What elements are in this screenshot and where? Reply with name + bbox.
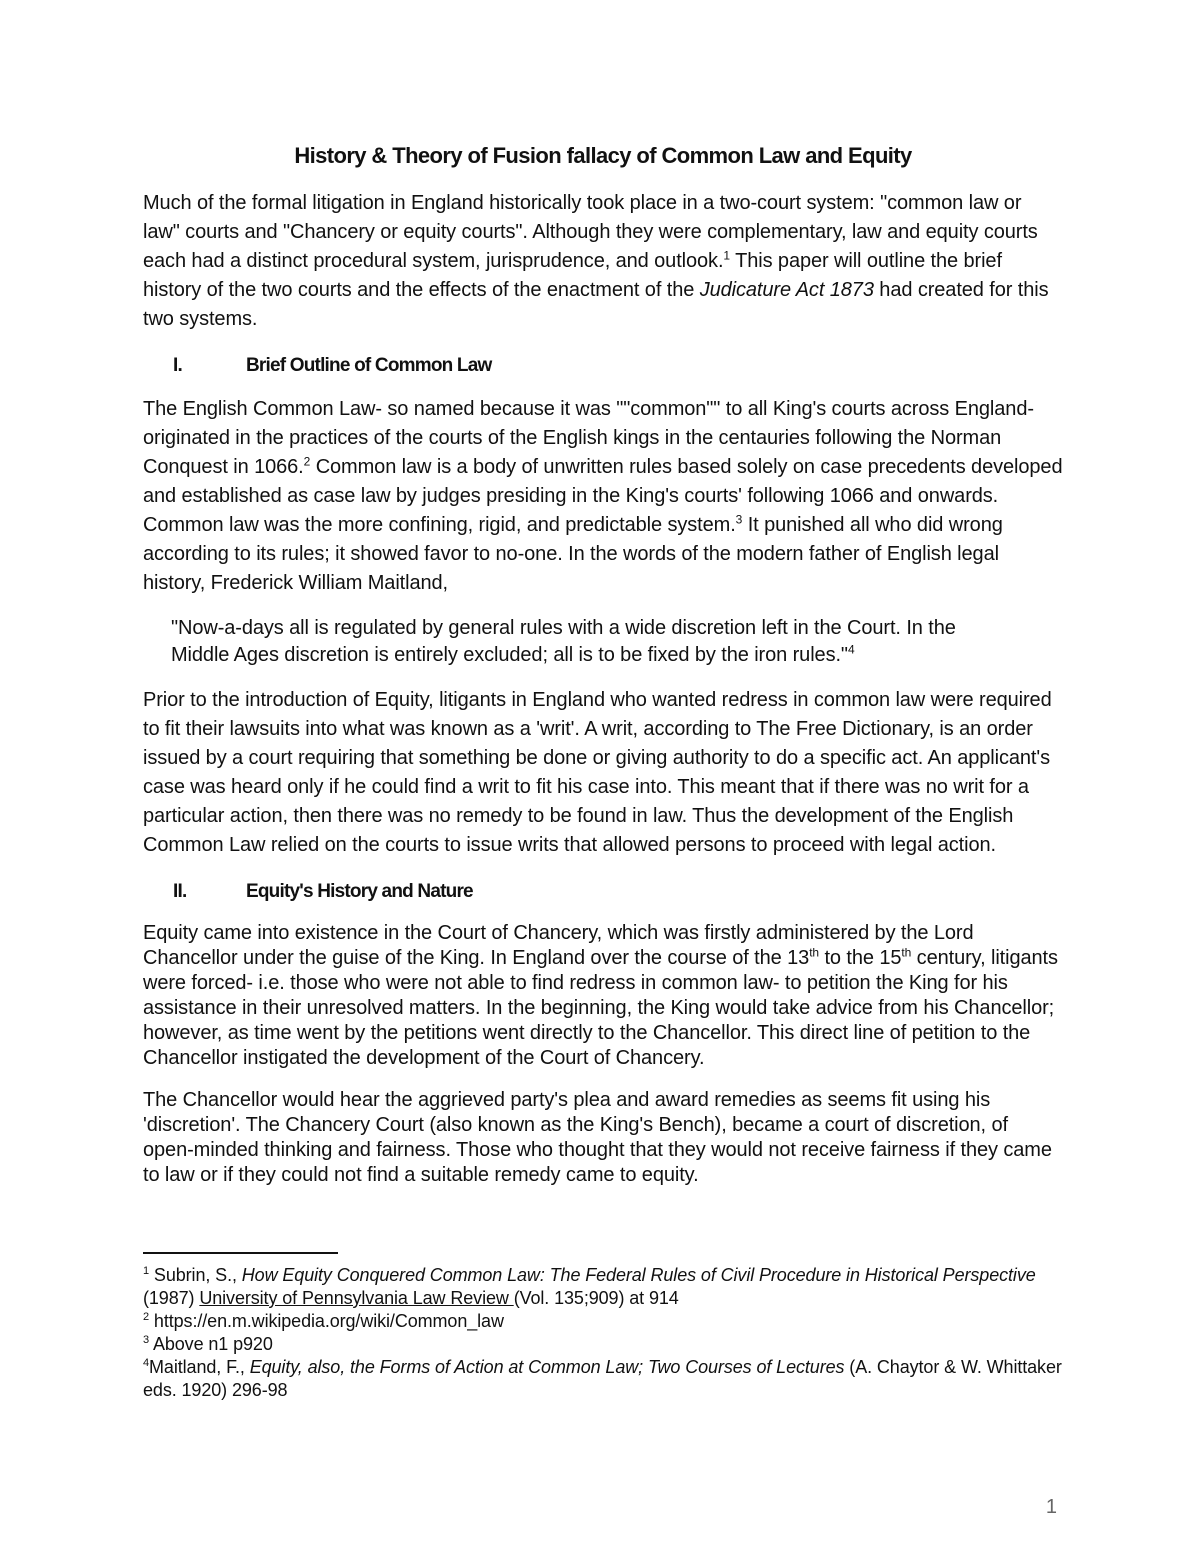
footnote-4-title: Equity, also, the Forms of Action at Common Law; Two Courses of Lectures (249, 1357, 845, 1377)
footnote-number-4: 4 (143, 1357, 150, 1369)
superscript-th-1: th (809, 945, 819, 960)
footnote-ref-1[interactable]: 1 (723, 248, 730, 263)
section-heading-1 (143, 351, 1063, 381)
intro-text-2: This paper will outline the brief history of the two courts and the effects of the enactment of the (143, 250, 1002, 301)
document-body (143, 140, 1063, 1188)
section-heading-2 (143, 877, 1063, 907)
footnote-2 (143, 1310, 1063, 1333)
intro-paragraph (143, 189, 1063, 334)
footnote-1-author: Subrin, S., (149, 1265, 242, 1285)
section-title-1: Brief Outline of Common Law (246, 355, 492, 376)
equity-text-2: to the 15 (819, 947, 902, 969)
footnote-ref-3[interactable]: 3 (735, 512, 743, 527)
equity-text-3: century, litigants were forced- i.e. those who were not able to find redress in common law- to petition the King for his assistance in their unresolved matters. In the beginning, the King would take advice from his Chancellor; however, as time went by the petitions went directly to the Chancellor. This direct line of petition to the Chancellor instigated the development of the Court of Chancery. (143, 947, 1058, 1069)
judicature-act: Judicature Act 1873 (699, 279, 874, 301)
footnote-4 (143, 1356, 1063, 1402)
footnote-number-1: 1 (143, 1265, 150, 1277)
footnote-1-year: (1987) (143, 1288, 200, 1308)
footnote-1-volume: (Vol. 135;909) at 914 (513, 1288, 679, 1308)
footnote-ref-2[interactable]: 2 (303, 454, 311, 469)
maitland-quote (143, 615, 1063, 669)
superscript-th-2: th (901, 945, 912, 960)
common-law-text-1: The English Common Law- so named because it was ""common"" to all King's courts across England- originated in the practices of the courts of the English kings in the centauries following the Norman Conquest in 1066. (143, 398, 1034, 478)
page-number: 1 (1045, 1496, 1057, 1518)
footnote-1-title: How Equity Conquered Common Law: The Federal Rules of Civil Procedure in Historical Perspective (241, 1265, 1036, 1285)
common-law-text-3: It punished all who did wrong according to its rules; it showed favor to no-one. In the words of the modern father of English legal history, Frederick William Maitland, (143, 514, 1003, 594)
footnote-number-2: 2 (143, 1311, 150, 1323)
section-number-1: I. (173, 355, 182, 376)
equity-text-1: Equity came into existence in the Court of Chancery, which was firstly administered by the Lord Chancellor under the guise of the King. In England over the course of the 13 (143, 922, 974, 969)
footnote-divider (143, 1252, 338, 1254)
footnote-ref-4[interactable]: 4 (847, 642, 855, 657)
section-title-2: Equity's History and Nature (246, 881, 473, 902)
footnote-1-journal: University of Pennsylvania Law Review (199, 1288, 514, 1308)
writ-paragraph: Prior to the introduction of Equity, litigants in England who wanted redress in common law were required to fit their lawsuits into what was known as a 'writ'. A writ, according to The Free Dictionary, is an order issued by a court requiring that something be done or giving authority to do a specific act. An applicant's case was heard only if he could find a writ to fit his case into. This meant that if there was no writ for a particular action, then there was no remedy to be found in law. Thus the development of the English Common Law relied on the courts to issue writs that allowed persons to proceed with legal action. (143, 689, 1052, 856)
footnote-3 (143, 1333, 1063, 1356)
intro-text-3: had created for this two systems. (143, 279, 1049, 330)
section-number-2: II. (173, 881, 187, 902)
common-law-paragraph (143, 395, 1063, 598)
footnote-3-text: Above n1 p920 (149, 1334, 273, 1354)
equity-paragraph (143, 921, 1063, 1071)
footnote-4-details: (A. Chaytor & W. Whittaker eds. 1920) 296-98 (143, 1357, 1062, 1400)
footnote-4-author: Maitland, F., (149, 1357, 250, 1377)
footnote-2-link[interactable]: https://en.m.wikipedia.org/wiki/Common_law (149, 1311, 504, 1331)
chancellor-paragraph: The Chancellor would hear the aggrieved party's plea and award remedies as seems fit using his 'discretion'. The Chancery Court (also known as the King's Bench), became a court of discretion, of open-minded thinking and fairness. Those who thought that they would not receive fairness if they came to law or if they could not find a suitable remedy came to equity. (143, 1089, 1052, 1186)
footnote-number-3: 3 (143, 1334, 150, 1346)
footnotes (143, 1264, 1063, 1402)
quote-text: "Now-a-days all is regulated by general rules with a wide discretion left in the Court. In the Middle Ages discretion is entirely excluded; all is to be fixed by the iron rules." (171, 617, 956, 666)
footnote-1 (143, 1264, 1063, 1310)
common-law-text-2: Common law is a body of unwritten rules based solely on case precedents developed and established as case law by judges presiding in the King's courts' following 1066 and onwards. Common law was the more confining, rigid, and predictable system. (143, 456, 1063, 536)
intro-text-1: Much of the formal litigation in England historically took place in a two-court system: "common law or law" courts and "Chancery or equity courts". Although they were complementary, law and equity courts each had a distinct procedural system, jurisprudence, and outlook. (143, 192, 1038, 272)
page-title: History & Theory of Fusion fallacy of Common Law and Equity (294, 143, 912, 168)
